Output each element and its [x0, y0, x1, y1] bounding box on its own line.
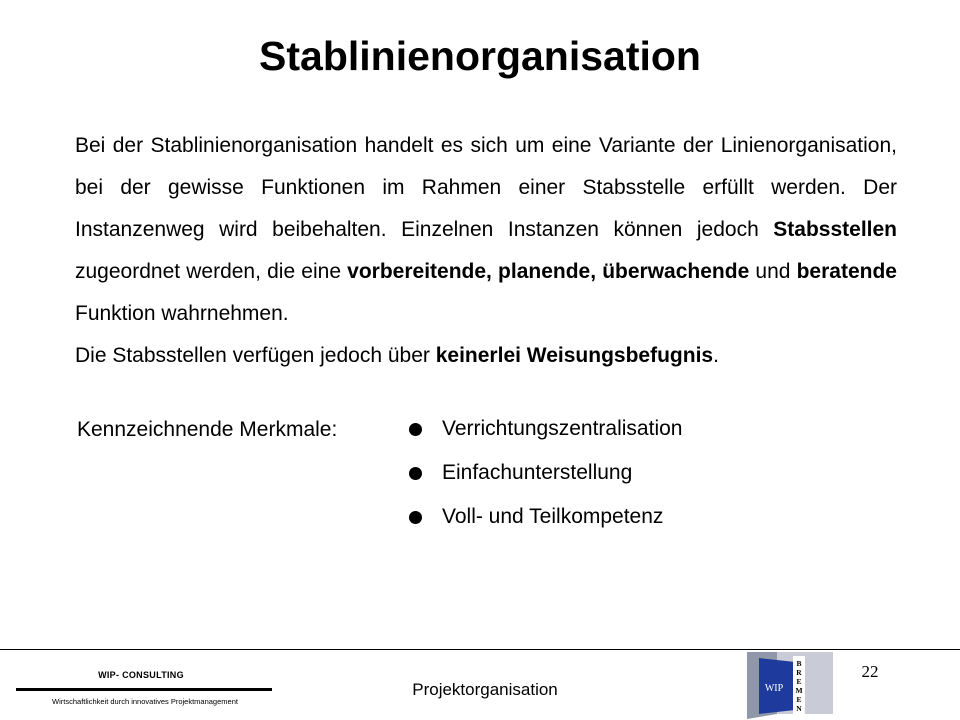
list-item-text: Einfachunterstellung — [442, 461, 633, 484]
list-item — [407, 495, 682, 539]
bold-term-beratende: beratende — [796, 260, 897, 283]
footer-company-name: WIP- CONSULTING — [98, 670, 184, 680]
page-title: Stablinienorganisation — [259, 33, 701, 79]
list-item — [407, 451, 682, 495]
wip-bremen-logo-icon — [745, 652, 835, 719]
footer-company-underline — [16, 688, 272, 691]
bullet-icon — [409, 467, 422, 480]
bold-term-functions: vorbereitende, planende, überwachende — [347, 260, 750, 283]
bullet-icon — [409, 511, 422, 524]
logo-bremen-letter: M — [795, 686, 803, 695]
list-item — [407, 407, 682, 451]
footer-divider — [0, 649, 960, 650]
bold-term-stabsstellen: Stabsstellen — [773, 218, 897, 241]
logo-bremen-letter: B — [796, 659, 802, 668]
merkmale-list — [407, 407, 682, 539]
list-item-text: Verrichtungszentralisation — [442, 417, 683, 440]
footer-section-title: Projektorganisation — [412, 680, 558, 699]
bullet-icon — [409, 423, 422, 436]
text-segment: Bei der Stablinienorganisation handelt es sich um eine Variante der Linienorganisation, bei der gewisse Funktionen im Rahmen einer Stabsstelle erfüllt werden. Der Instanzenweg wird beibehalten. Einzelnen Instanzen können jedoch — [75, 134, 897, 241]
page-number: 22 — [861, 662, 879, 681]
text-segment: Funktion wahrnehmen. — [75, 302, 289, 325]
body-text — [75, 125, 897, 377]
logo-wip-text: WIP — [764, 683, 784, 694]
merkmale-label: Kennzeichnende Merkmale: — [77, 418, 338, 441]
text-segment: und — [749, 260, 797, 283]
text-segment: . — [713, 344, 719, 367]
list-item-text: Voll- und Teilkompetenz — [442, 505, 664, 528]
logo-bremen-letter: R — [796, 668, 802, 677]
bold-term-weisungsbefugnis: keinerlei Weisungsbefugnis — [435, 344, 714, 367]
paragraph-weisungsbefugnis — [75, 335, 897, 377]
logo-bremen-letter: E — [796, 695, 802, 704]
text-segment: Die Stabsstellen verfügen jedoch über — [75, 344, 436, 367]
logo-bremen-letter: E — [796, 677, 802, 686]
logo-bremen-letter: N — [796, 704, 802, 713]
text-segment: zugeordnet werden, die eine — [75, 260, 348, 283]
paragraph-definition — [75, 125, 897, 335]
footer-tagline: Wirtschaftlichkeit durch innovatives Projektmanagement — [52, 697, 238, 706]
